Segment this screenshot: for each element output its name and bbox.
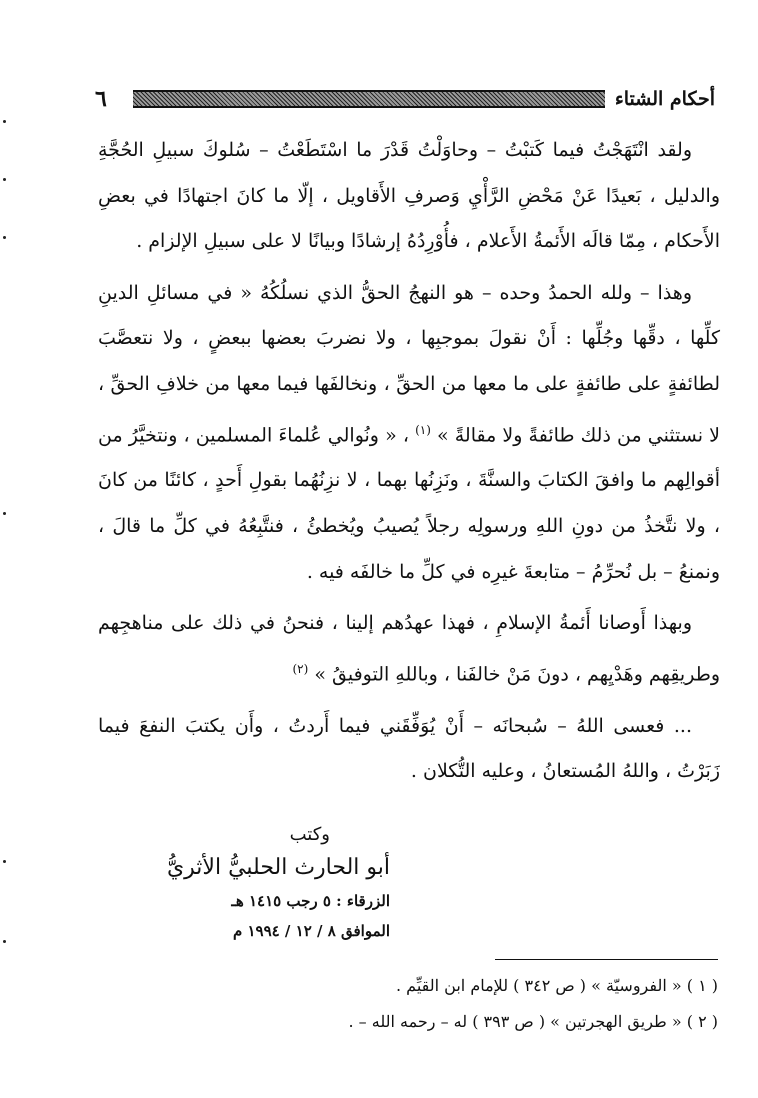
footnote-ref-2: (٢) — [292, 661, 309, 676]
scan-speck — [3, 860, 6, 863]
paragraph-text: ولقد انْتَهَجْتُ فيما كَتبْتُ – وحاوَلْتُ قَدْرَ ما اسْتَطَعْتُ – سُلوكَ سبيلِ الحُجَّةِ والدليل ، بَعيدًا عَنْ مَحْضِ الرَّأْيِ وَصرفِ الأَقاويل ، إلّا ما كانَ اجتهادًا في بعضِ الأَحكام ، مِمّا قالَه الأَئمةُ الأَعلام ، فأُوْرِدُهُ إرشادًا وبيانًا لا على سبيلِ الإلزام . — [98, 139, 720, 253]
page-header — [95, 84, 715, 114]
paragraph-text: وبهذا أَوصانا أَئمةُ الإسلامِ ، فهذا عهدُهم إلينا ، فنحنُ في ذلك على مناهجِهم وطريقِهم وهَدْيِهم ، دونَ مَنْ خالفَنا ، وباللهِ التوفيقُ » — [98, 612, 720, 686]
scan-speck — [3, 178, 6, 181]
page-number: ٦ — [95, 86, 107, 112]
paragraph-1 — [98, 128, 720, 265]
scan-speck — [3, 940, 6, 943]
paragraph-text-continued: ، « ونُوالي عُلماءَ المسلمين ، ونتخيَّرُ من أقوالِهم ما وافقَ الكتابَ والسنَّةَ ، ونَزِنُها بهما ، لا نزِنُهُما بقولِ أَحدٍ ، كائنًا من كانَ ، ولا نتَّخذُ من دونِ اللهِ ورسولِه رجلاً يُصيبُ ويُخطئُ ، فنتَّبِعُهُ في كلِّ ما قالَ ، ونمنعُ – بل نُحرِّمُ – متابعةَ غيرِه في كلِّ ما خالفَه فيه . — [98, 423, 720, 583]
signature-block — [140, 820, 390, 946]
paragraph-text: ... فعسى اللهُ – سُبحانَه – أَنْ يُوَفِّقَني فيما أَردتُ ، وأَن يكتبَ النفعَ فيما زَبَرْتُ ، واللهُ المُستعانُ ، وعليه التُّكلان . — [98, 714, 720, 783]
footnote-2: ( ٢ ) « طريق الهجرتين » ( ص ٣٩٣ ) له – رحمه الله – . — [348, 1012, 718, 1031]
footnote-divider — [495, 959, 718, 960]
paragraph-4 — [98, 704, 720, 795]
signature-wrote: وكتب — [289, 824, 330, 845]
footnotes — [300, 968, 718, 1040]
book-title: أحكام الشتاء — [614, 88, 715, 110]
paragraph-3 — [98, 601, 720, 698]
scan-speck — [3, 120, 6, 123]
footnote-1: ( ١ ) « الفروسيّة » ( ص ٣٤٢ ) للإمام ابن القيِّم . — [396, 976, 718, 995]
author-name: أبو الحارث الحلبيُّ الأثريُّ — [166, 855, 390, 880]
scan-speck — [3, 236, 6, 239]
footnote-ref-1: (١) — [415, 422, 431, 437]
paragraph-2 — [98, 271, 720, 595]
paragraph-text: وهذا – ولله الحمدُ وحده – هو النهجُ الحقُّ الذي نسلُكُهُ « في مسائلِ الدينِ كلِّها ، دقِّها وجُلِّها : أَنْ نقولَ بموجبِها ، ولا نضربَ بعضها ببعضٍ ، ولا نتعصَّبَ لطائفةٍ على طائفةٍ على ما معها من الحقِّ ، ونخالفَها فيما معها من خلافِ الحقِّ ، لا نستثني من ذلك طائفةً ولا مقالةً » — [98, 281, 720, 446]
place-date-hijri: الزرقاء : ٥ رجب ١٤١٥ هـ — [231, 892, 390, 910]
main-text — [98, 128, 720, 795]
header-ornament-band — [133, 90, 605, 108]
scan-speck — [3, 512, 6, 515]
date-gregorian: الموافق ٨ / ١٢ / ١٩٩٤ م — [232, 922, 390, 940]
